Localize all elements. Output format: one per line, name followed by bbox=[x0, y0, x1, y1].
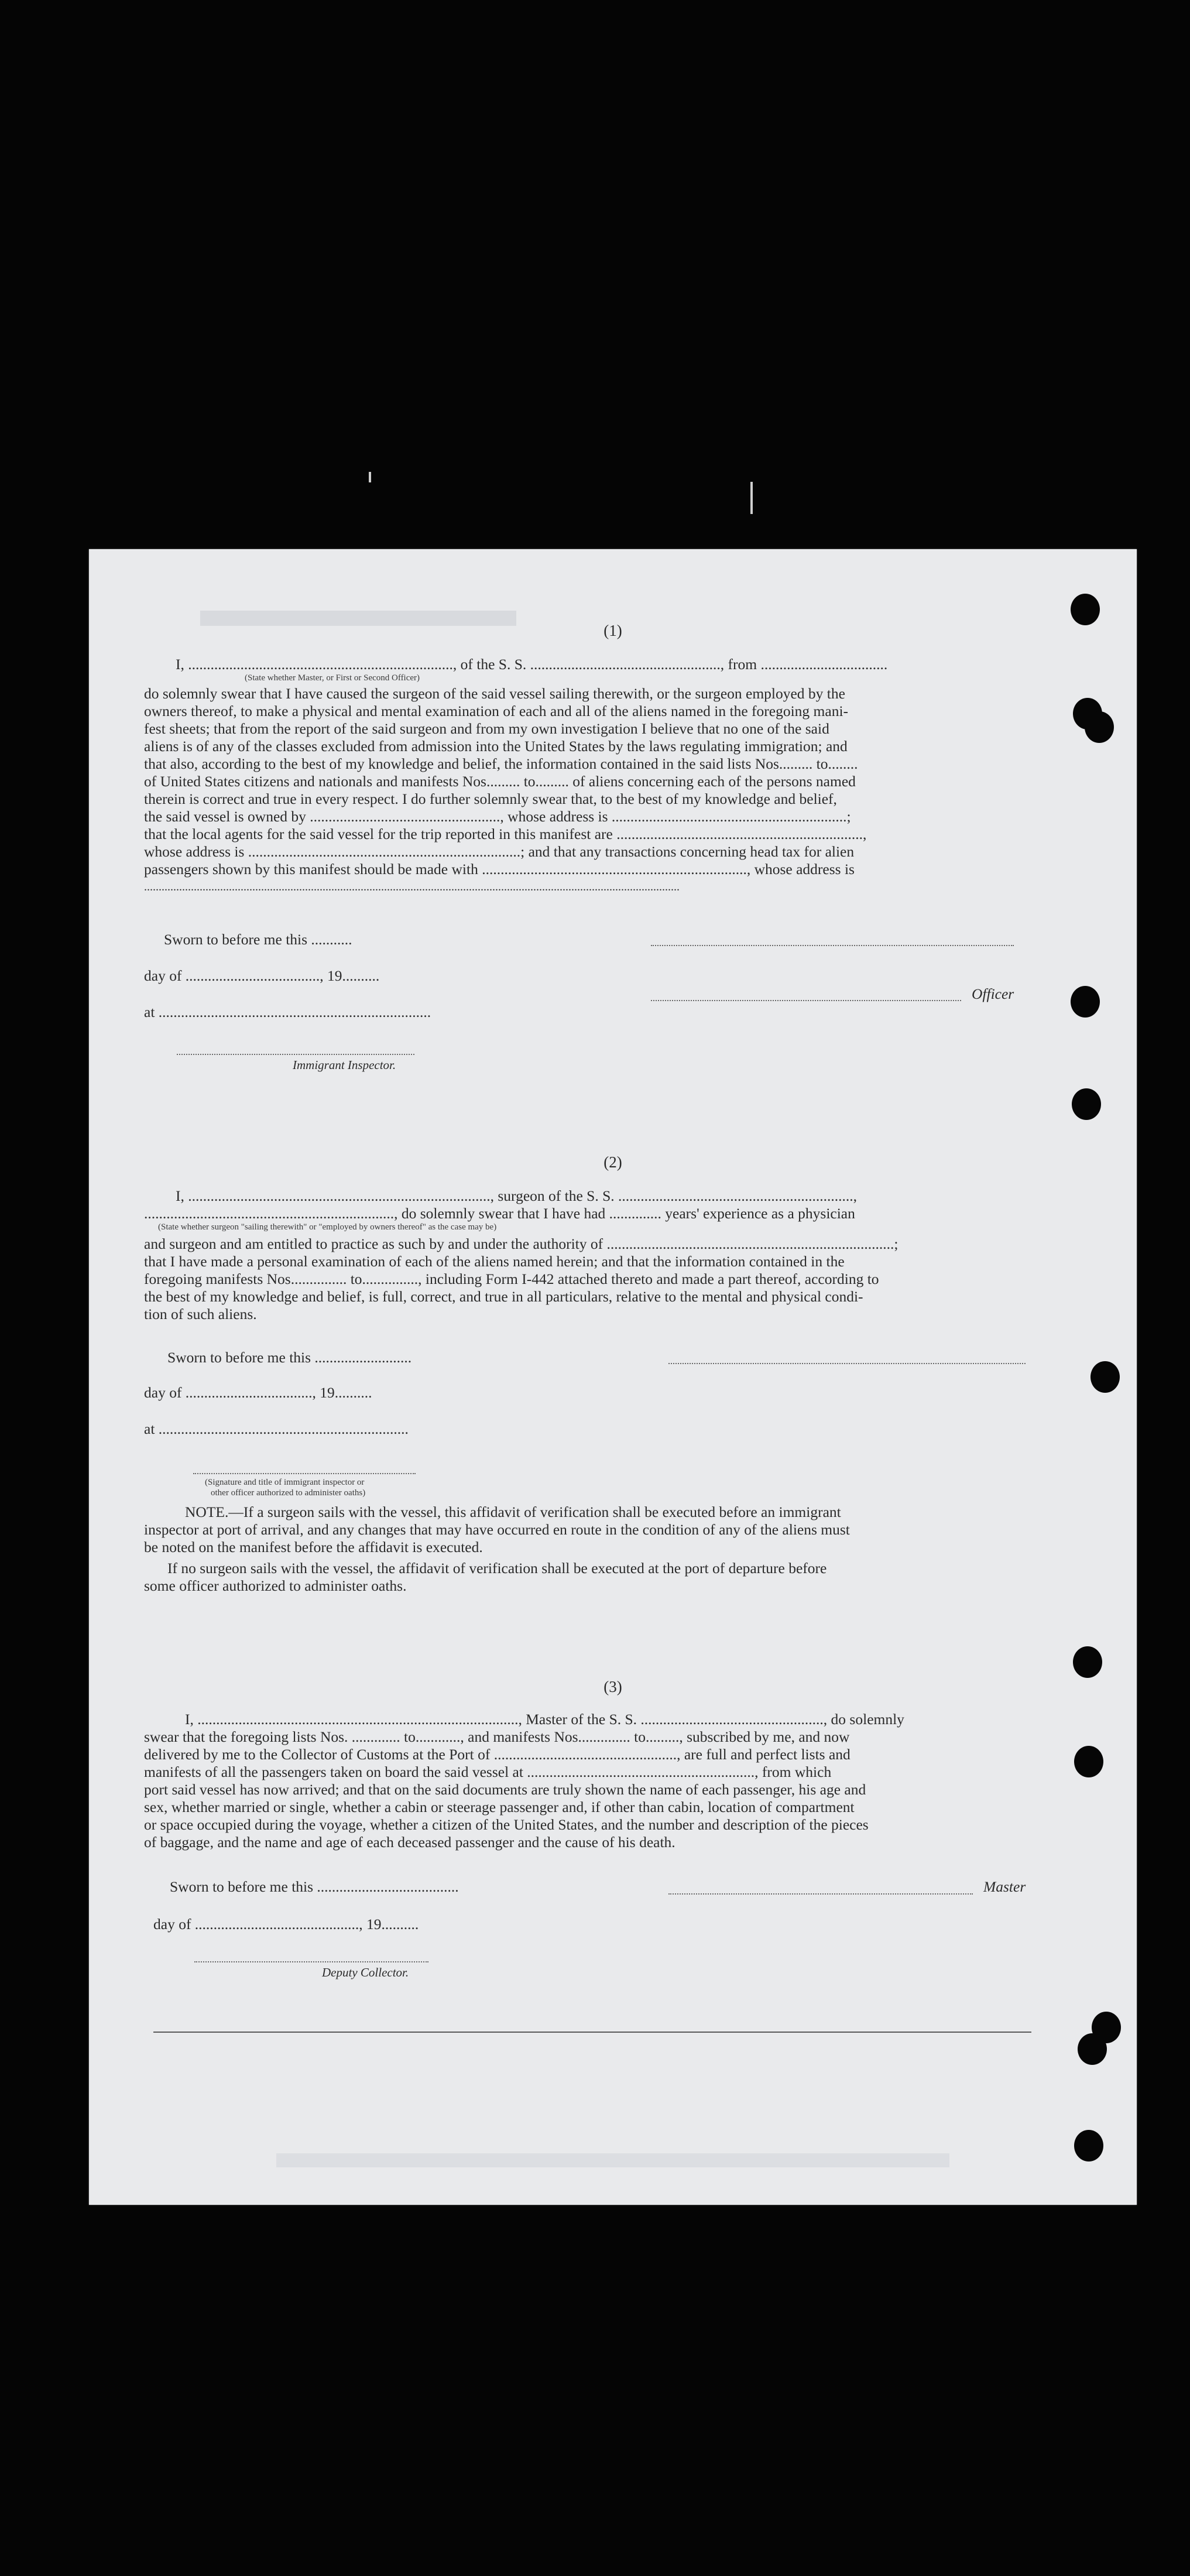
punch-hole-icon bbox=[1074, 2130, 1103, 2161]
section-2-number: (2) bbox=[603, 1153, 622, 1171]
punch-hole-icon bbox=[1071, 594, 1100, 625]
section-1-body-line: of United States citizens and nationals and manifests Nos......... to......... of aliens concerning each of the persons named bbox=[144, 773, 856, 790]
signature-title-note: (Signature and title of immigrant inspector or bbox=[205, 1478, 365, 1487]
inspector-signature-line bbox=[177, 1054, 414, 1055]
section-1-at: at ......................................................................... bbox=[144, 1003, 431, 1020]
officer-rank-note: (State whether Master, or First or Second Officer) bbox=[245, 673, 420, 683]
section-2-intro: I, ................................................................................., surgeon of the S. S. ..............................................................., bbox=[176, 1187, 858, 1204]
punch-hole-icon bbox=[1071, 986, 1100, 1018]
manifest-affidavit-page bbox=[89, 549, 1137, 2205]
surgeon-type-note: (State whether surgeon "sailing therewith" or "employed by owners thereof" as the case may be) bbox=[158, 1222, 497, 1232]
surgeon-note-line: NOTE.—If a surgeon sails with the vessel, this affidavit of verification shall be executed before an immigrant bbox=[185, 1503, 841, 1520]
punch-hole-icon bbox=[1085, 711, 1114, 743]
section-1-body-line: fest sheets; that from the report of the said surgeon and from my own investigation I believe that no one of the said bbox=[144, 720, 829, 737]
section-1-signature-line bbox=[651, 945, 1014, 946]
surgeon-note-line: be noted on the manifest before the affidavit is executed. bbox=[144, 1539, 483, 1556]
administering-officer-line bbox=[193, 1473, 416, 1474]
surgeon-note-line: some officer authorized to administer oaths. bbox=[144, 1577, 407, 1594]
master-signature-line bbox=[668, 1893, 973, 1895]
bleed-through-mark bbox=[276, 2153, 949, 2167]
scan-artifact bbox=[750, 482, 753, 514]
punch-hole-icon bbox=[1072, 1088, 1101, 1120]
scan-artifact bbox=[369, 472, 371, 482]
section-2-at: at ................................................................... bbox=[144, 1420, 409, 1437]
section-1-number: (1) bbox=[603, 622, 622, 639]
section-1-sworn: Sworn to before me this ........... bbox=[164, 931, 352, 948]
section-3-body-line: swear that the foregoing lists Nos. ............. to............, and manifests Nos.............. to........., subscribed by me, and now bbox=[144, 1728, 850, 1745]
officer-label: Officer bbox=[972, 985, 1014, 1002]
punch-hole-icon bbox=[1073, 1646, 1102, 1678]
collector-signature-line bbox=[194, 1961, 428, 1962]
section-1-body-line: passengers shown by this manifest should be made with ......................................................................., whose address is bbox=[144, 861, 855, 878]
section-3-body-line: manifests of all the passengers taken on board the said vessel at ............................................................., from which bbox=[144, 1763, 832, 1780]
section-2-signature-line bbox=[668, 1363, 1026, 1364]
section-3-body-line: delivered by me to the Collector of Customs at the Port of ................................................., are full and perfect lists and bbox=[144, 1746, 851, 1763]
section-3-number: (3) bbox=[603, 1678, 622, 1695]
section-2-body-line: the best of my knowledge and belief, is full, correct, and true in all particulars, relative to the mental and physical condi- bbox=[144, 1288, 863, 1305]
section-1-officer-line bbox=[651, 1000, 961, 1001]
section-2-sworn: Sworn to before me this .......................... bbox=[167, 1349, 412, 1366]
surgeon-note-line: If no surgeon sails with the vessel, the affidavit of verification shall be executed at the port of departure before bbox=[167, 1560, 827, 1577]
section-3-body-line: sex, whether married or single, whether a cabin or steerage passenger and, if other than cabin, location of compartment bbox=[144, 1799, 855, 1815]
section-3-sworn: Sworn to before me this ...................................... bbox=[170, 1878, 459, 1895]
section-2-body-line: tion of such aliens. bbox=[144, 1306, 257, 1323]
section-1-body-line: ....................................................................................................................................................................................... bbox=[144, 881, 680, 893]
section-2-sub: ..................................................................., do solemnly swear that I have had .............. years' experience as a physician bbox=[144, 1205, 855, 1222]
section-3-body-line: or space occupied during the voyage, whether a citizen of the United States, and the number and description of the pieces bbox=[144, 1816, 869, 1833]
section-1-intro: I, ......................................................................., of the S. S. ..................................................., from .................................. bbox=[176, 656, 888, 673]
signature-title-note: other officer authorized to administer oaths) bbox=[211, 1488, 366, 1498]
section-3-day-of: day of ............................................, 19.......... bbox=[153, 1916, 419, 1933]
section-2-day-of: day of .................................., 19.......... bbox=[144, 1384, 372, 1401]
section-1-body-line: that also, according to the best of my knowledge and belief, the information contained in the said lists Nos......... to........ bbox=[144, 755, 858, 772]
punch-hole-icon bbox=[1090, 1361, 1120, 1393]
section-2-body-line: that I have made a personal examination of each of the aliens named herein; and that the information contained in the bbox=[144, 1253, 845, 1270]
section-2-body-line: foregoing manifests Nos............... to..............., including Form I-442 attached thereto and made a part thereof, according to bbox=[144, 1270, 879, 1287]
section-3-body-line: port said vessel has now arrived; and that on the said documents are truly shown the name of each passenger, his age and bbox=[144, 1781, 866, 1798]
section-1-day-of: day of ...................................., 19.......... bbox=[144, 967, 380, 984]
section-3-body-line: of baggage, and the name and age of each deceased passenger and the cause of his death. bbox=[144, 1834, 675, 1851]
section-1-body-line: whose address is .........................................................................; and that any transactions concerning head tax for alien bbox=[144, 843, 855, 860]
punch-hole-icon bbox=[1078, 2033, 1107, 2065]
section-1-body-line: that the local agents for the said vessel for the trip reported in this manifest are .................................................................., bbox=[144, 825, 867, 842]
master-label: Master bbox=[983, 1878, 1026, 1895]
surgeon-note-line: inspector at port of arrival, and any changes that may have occurred en route in the condition of any of the aliens must bbox=[144, 1521, 850, 1538]
section-1-body-line: therein is correct and true in every respect. I do further solemnly swear that, to the best of my knowledge and belief, bbox=[144, 790, 837, 807]
section-1-body-line: owners thereof, to make a physical and mental examination of each and all of the aliens named in the foregoing mani- bbox=[144, 703, 849, 720]
section-3-body-line: I, ......................................................................................, Master of the S. S. ................................................., do solemnly bbox=[185, 1711, 904, 1728]
section-1-body-line: aliens is of any of the classes excluded from admission into the United States by the laws regulating immigration; and bbox=[144, 738, 848, 755]
section-1-body-line: the said vessel is owned by ..................................................., whose address is ...............................................................; bbox=[144, 808, 851, 825]
section-1-body-line: do solemnly swear that I have caused the surgeon of the said vessel sailing therewith, or the surgeon employed by the bbox=[144, 685, 845, 702]
punch-hole-icon bbox=[1074, 1746, 1103, 1777]
deputy-collector-label: Deputy Collector. bbox=[322, 1965, 409, 1979]
section-2-body-line: and surgeon and am entitled to practice as such by and under the authority of .............................................................................; bbox=[144, 1235, 898, 1252]
immigrant-inspector-label: Immigrant Inspector. bbox=[293, 1058, 396, 1072]
bottom-divider bbox=[153, 2032, 1031, 2033]
